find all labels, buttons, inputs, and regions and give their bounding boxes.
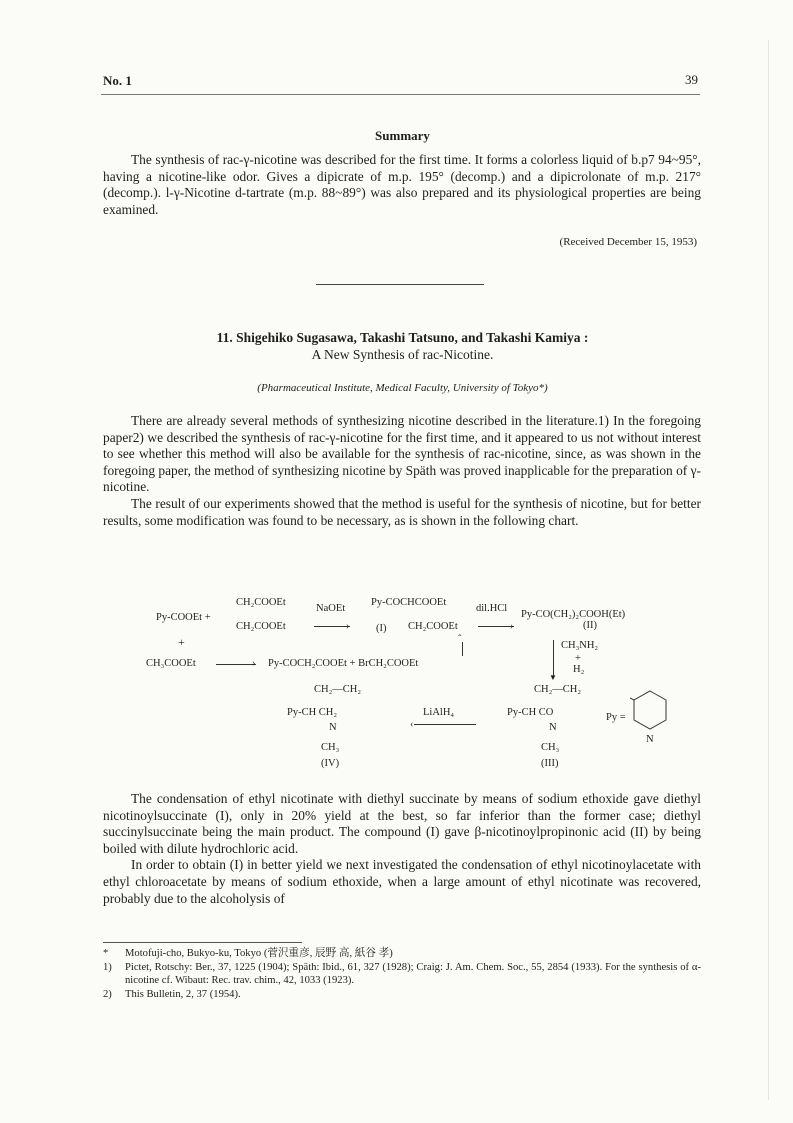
paragraph-3: The condensation of ethyl nicotinate with diethyl succinate by means of sodium ethoxide gave diethyl nicotinoylsuccinate (I), only in 20% yield at the best, so far inferior than the former case; diethyl succinylsuccinate being the main product. The compound (I) gave β-nicotinoylpropinonic acid (II) by being boiled with dilute hydrochloric acid.: [103, 791, 701, 856]
scheme-succinate-top: CH₂COOEt: [236, 597, 286, 608]
compound-III-label: (III): [541, 758, 559, 769]
compound-III-middle: Py-CH CO: [507, 707, 554, 718]
compound-III-methyl: CH₃: [541, 742, 560, 753]
arrow-up-head: ˆ: [458, 634, 462, 645]
compound-III-top: CH₂—CH₂: [534, 684, 581, 695]
footnotes: [103, 947, 701, 1001]
summary-paragraph: The synthesis of rac-γ-nicotine was described for the first time. It forms a colorless liquid of b.p7 94~95°, having a nicotine-like odor. Gives a dipicrate of m.p. 195° (decomp.) and a dipicrolonate of m.p. 217° (decomp.). l-γ-Nicotine d-tartrate (m.p. 88~89°) was also prepared and its physiological properties are being examined.: [103, 152, 701, 217]
footnote-marker: 1): [103, 961, 112, 973]
scan-edge-line: [768, 40, 769, 1100]
arrow-down-head: ▼: [549, 673, 557, 682]
paragraph-1: There are already several methods of synthesizing nicotine described in the literature.1) In the foregoing paper2) we described the synthesis of rac-γ-nicotine for the first time, and it appeared to us not without interest to see whether this method will also be available for the synthesis of rac-nicotine, since, as was shown in the foregoing paper, the method of synthesizing nicotine by Späth was proved inapplicable for the preparation of γ-nicotine.: [103, 413, 701, 495]
journal-number: No. 1: [103, 73, 132, 88]
scheme-succinate-bottom: CH₂COOEt: [236, 621, 286, 632]
pyridyl-definition: Py =: [606, 712, 626, 723]
scheme-reagent-methylamine: CH₃NH₂: [561, 640, 599, 651]
article-title: 11. Shigehiko Sugasawa, Takashi Tatsuno, and Takashi Kamiya :: [216, 330, 589, 345]
scheme-plus: +: [178, 635, 185, 649]
scheme-ethyl-acetate: CH₃COOEt: [146, 658, 196, 669]
received-date: (Received December 15, 1953): [559, 236, 697, 248]
article-subtitle: A New Synthesis of rac-Nicotine.: [311, 347, 494, 362]
arrow-3-head: ›: [252, 658, 256, 669]
footnote-text: Motofuji-cho, Bukyo-ku, Tokyo (菅沢重彦, 辰野 高, 紙谷 孝): [125, 948, 393, 959]
pyridine-nitrogen: N: [646, 734, 654, 745]
arrow-3: [216, 664, 256, 665]
compound-IV-middle: Py-CH CH₂: [287, 707, 338, 718]
footnote-marker: 2): [103, 988, 112, 1000]
scheme-label-II: (II): [583, 620, 597, 631]
compound-III-nitrogen: N: [549, 722, 557, 733]
scheme-reagent-plus: +: [575, 653, 581, 664]
header-rule: [101, 94, 700, 95]
footnote-1: [103, 961, 701, 988]
footnote-2: [103, 988, 701, 1002]
arrow-up: [462, 642, 463, 656]
scheme-reagent-h2: H₂: [573, 664, 585, 675]
arrow-1: [314, 626, 350, 627]
summary-title: Summary: [375, 128, 430, 143]
footnote-text: Pictet, Rotschy: Ber., 37, 1225 (1904); Späth: Ibid., 61, 327 (1928); Craig: J. Am. Chem. Soc., 55, 2854 (1933). For the synthesis of α-nicotine cf. Wibaut: Rec. trav. chim., 42, 1033 (1923).: [125, 961, 701, 987]
compound-IV-top: CH₂—CH₂: [314, 684, 361, 695]
scheme-ethyl-nicotinate: Py-COOEt +: [156, 612, 211, 623]
section-divider: [316, 284, 484, 285]
footnote-marker: *: [103, 948, 109, 959]
scheme-nicotinoylacetate: Py-COCH₂COOEt + BrCH₂COOEt: [268, 658, 419, 669]
arrow-1-head: ›: [346, 621, 350, 632]
arrow-4: [414, 724, 476, 725]
arrow-4-head: ‹: [410, 719, 414, 730]
scheme-compound-I-bottom: CH₂COOEt: [408, 621, 458, 632]
compound-IV-label: (IV): [321, 758, 340, 769]
discussion-text: [103, 791, 701, 907]
arrow-2: [478, 626, 514, 627]
page-number: 39: [685, 72, 698, 87]
scheme-compound-I-top: Py-COCHCOOEt: [371, 597, 447, 608]
scheme-compound-II: Py-CO(CH₂)₂COOH(Et): [521, 609, 626, 620]
intro-text: [103, 413, 701, 529]
paragraph-4: In order to obtain (I) in better yield we next investigated the condensation of ethyl nicotinoylacetate with ethyl chloroacetate by means of sodium ethoxide, when a large amount of ethyl nicotinate was recovered, probably due to the alcoholysis of: [103, 857, 701, 906]
footnote-text: This Bulletin, 2, 37 (1954).: [125, 988, 241, 1000]
scheme-reagent-naoet: NaOEt: [316, 603, 346, 614]
arrow-2-head: ›: [510, 621, 514, 632]
scheme-reagent-hcl: dil.HCl: [476, 603, 508, 614]
scheme-label-I: (I): [376, 623, 387, 634]
footnote-affiliation: [103, 947, 701, 961]
compound-IV-nitrogen: N: [329, 722, 337, 733]
scheme-reagent-lialh4: LiAlH₄: [423, 707, 455, 718]
compound-IV-methyl: CH₃: [321, 742, 340, 753]
footnote-rule: [103, 942, 302, 943]
paragraph-2: The result of our experiments showed that the method is useful for the synthesis of nicotine, but for better results, some modification was found to be necessary, as is shown in the following chart.: [103, 495, 701, 528]
article-affiliation: (Pharmaceutical Institute, Medical Faculty, University of Tokyo*): [257, 382, 548, 394]
summary-body: [103, 152, 701, 218]
